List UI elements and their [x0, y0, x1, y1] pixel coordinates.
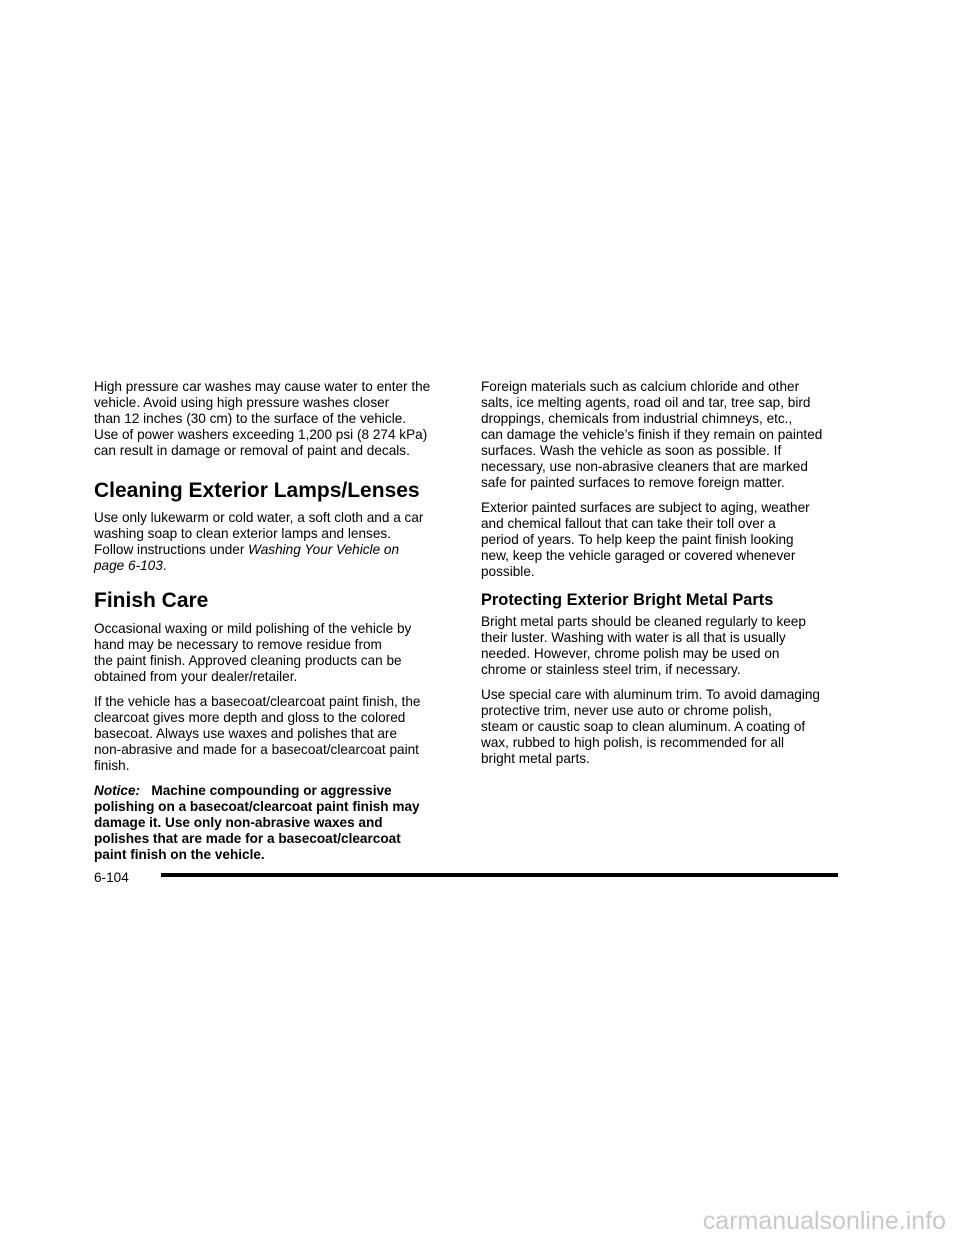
text-line: clearcoat gives more depth and gloss to the colored — [94, 710, 406, 725]
text-line: Exterior painted surfaces are subject to aging, weather — [481, 500, 810, 515]
foreign-materials-paragraph — [481, 379, 843, 491]
text-line: and chemical fallout that can take their toll over a — [481, 516, 776, 531]
text-line: Foreign materials such as calcium chloride and other — [481, 379, 800, 394]
lamps-paragraph — [94, 510, 456, 574]
left-column — [94, 379, 456, 872]
notice-paragraph — [94, 783, 456, 863]
follow-text: Follow instructions under — [94, 542, 249, 557]
text-line: protective trim, never use auto or chrome polish, — [481, 703, 772, 718]
notice-label: Notice: — [94, 783, 141, 798]
text-line: safe for painted surfaces to remove foreign matter. — [481, 475, 785, 490]
text-line: their luster. Washing with water is all that is usually — [481, 630, 786, 645]
metal-paragraph-1 — [481, 614, 843, 678]
text-line: than 12 inches (30 cm) to the surface of the vehicle. — [94, 411, 407, 426]
section-heading-bright-metal: Protecting Exterior Bright Metal Parts — [481, 591, 774, 609]
text-line — [94, 558, 456, 574]
text-line: hand may be necessary to remove residue from — [94, 637, 382, 652]
text-line: If the vehicle has a basecoat/clearcoat paint finish, the — [94, 694, 421, 709]
text-line: non-abrasive and made for a basecoat/clearcoat paint — [94, 742, 419, 757]
text-line: obtained from your dealer/retailer. — [94, 669, 298, 684]
aging-paragraph — [481, 500, 843, 580]
finish-paragraph-2 — [94, 694, 456, 774]
notice-text: Machine compounding or aggressive — [151, 783, 392, 798]
page-number: 6-104 — [94, 870, 129, 885]
text-line: droppings, chemicals from industrial chimneys, etc., — [481, 411, 793, 426]
text-line: polishes that are made for a basecoat/clearcoat — [94, 831, 401, 846]
text-line: vehicle. Avoid using high pressure washes closer — [94, 395, 390, 410]
text-line: new, keep the vehicle garaged or covered whenever — [481, 548, 796, 563]
high-pressure-paragraph — [94, 379, 456, 459]
text-line — [94, 783, 456, 799]
text-line — [94, 542, 456, 558]
text-line: Use of power washers exceeding 1,200 psi (8 274 kPa) — [94, 427, 428, 442]
text-line: salts, ice melting agents, road oil and tar, tree sap, bird — [481, 395, 811, 410]
section-heading-finish-care: Finish Care — [94, 589, 209, 612]
text-line: can damage the vehicle’s finish if they remain on painted — [481, 427, 823, 442]
footer-rule — [161, 873, 838, 877]
finish-paragraph-1 — [94, 621, 456, 685]
text-line: Use only lukewarm or cold water, a soft cloth and a car — [94, 510, 424, 525]
text-line: paint finish on the vehicle. — [94, 847, 265, 862]
text-line: Use special care with aluminum trim. To avoid damaging — [481, 687, 820, 702]
text-line: polishing on a basecoat/clearcoat paint finish may — [94, 799, 420, 814]
text-line: finish. — [94, 758, 130, 773]
text-line: chrome or stainless steel trim, if necessary. — [481, 662, 741, 677]
text-line: the paint finish. Approved cleaning products can be — [94, 653, 402, 668]
watermark: carmanualsonline.info — [702, 1207, 946, 1235]
text-line: damage it. Use only non-abrasive waxes and — [94, 815, 383, 830]
sentence-end: . — [162, 558, 167, 573]
text-line: wax, rubbed to high polish, is recommended for all — [481, 735, 784, 750]
text-line: Bright metal parts should be cleaned regularly to keep — [481, 614, 806, 629]
right-column — [481, 379, 843, 776]
text-line: can result in damage or removal of paint and decals. — [94, 443, 410, 458]
text-line: bright metal parts. — [481, 751, 590, 766]
cross-reference-link[interactable]: Washing Your Vehicle on — [248, 542, 400, 557]
text-line: Occasional waxing or mild polishing of the vehicle by — [94, 621, 412, 636]
text-line: surfaces. Wash the vehicle as soon as possible. If — [481, 443, 782, 458]
text-line: period of years. To help keep the paint finish looking — [481, 532, 794, 547]
section-heading-lamps: Cleaning Exterior Lamps/Lenses — [94, 479, 420, 502]
metal-paragraph-2 — [481, 687, 843, 767]
text-line: washing soap to clean exterior lamps and lenses. — [94, 526, 391, 541]
cross-reference-page[interactable]: page 6-103 — [94, 558, 163, 573]
text-line: needed. However, chrome polish may be used on — [481, 646, 780, 661]
page-footer — [94, 864, 838, 884]
text-line: High pressure car washes may cause water to enter the — [94, 379, 431, 394]
text-line: necessary, use non-abrasive cleaners that are marked — [481, 459, 808, 474]
text-line: steam or caustic soap to clean aluminum. A coating of — [481, 719, 806, 734]
text-line: basecoat. Always use waxes and polishes that are — [94, 726, 398, 741]
text-line: possible. — [481, 564, 535, 579]
